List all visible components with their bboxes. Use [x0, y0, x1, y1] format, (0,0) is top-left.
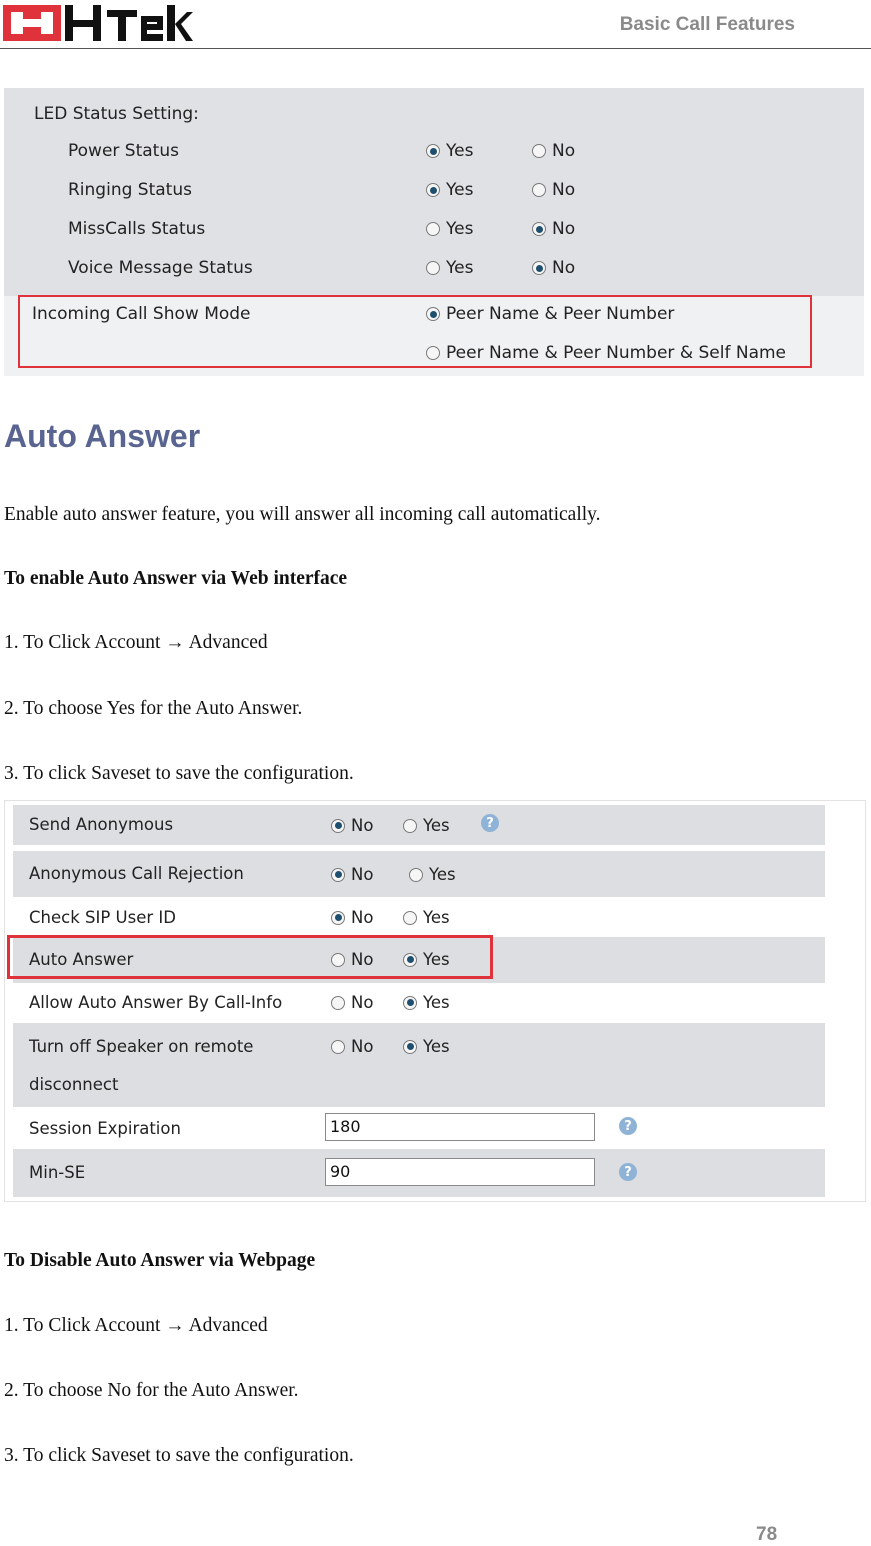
led-status-screenshot — [4, 88, 864, 376]
radio-icon[interactable] — [426, 183, 440, 197]
voice-yes-radio[interactable]: Yes — [426, 258, 473, 278]
led-row-misscalls — [68, 219, 205, 243]
voice-no-radio[interactable]: No — [532, 258, 575, 278]
disable-heading: To Disable Auto Answer via Webpage — [4, 1250, 316, 1271]
radio-icon[interactable] — [403, 819, 417, 833]
power-no-radio[interactable]: No — [532, 141, 575, 161]
htek-logo — [3, 2, 193, 44]
radio-icon[interactable] — [532, 183, 546, 197]
radio-icon[interactable] — [331, 868, 345, 882]
led-row-label: Power Status — [68, 141, 179, 161]
enable-step-1: 1. To Click Account → Advanced — [4, 632, 268, 653]
section-title: Auto Answer — [4, 418, 201, 454]
radio-icon[interactable] — [532, 144, 546, 158]
misscalls-yes-radio[interactable]: Yes — [426, 219, 473, 239]
enable-heading: To enable Auto Answer via Web interface — [4, 568, 348, 589]
row-auto-answer: Auto Answer No Yes — [13, 937, 825, 983]
row-min-se: Min-SE 90 ? — [13, 1149, 825, 1197]
radio-icon[interactable] — [532, 222, 546, 236]
row-allow-auto-answer-call-info: Allow Auto Answer By Call-Info No Yes — [29, 993, 450, 1012]
help-icon[interactable]: ? — [619, 1163, 637, 1181]
radio-icon[interactable] — [403, 996, 417, 1010]
help-icon[interactable]: ? — [481, 814, 499, 832]
header-title: Basic Call Features — [619, 14, 795, 35]
account-advanced-screenshot — [4, 800, 866, 1202]
radio-icon[interactable] — [426, 261, 440, 275]
disable-step-3: 3. To click Saveset to save the configuration. — [4, 1445, 354, 1466]
send-anonymous-yes-radio[interactable]: Yes — [403, 816, 450, 835]
radio-icon[interactable] — [331, 819, 345, 833]
radio-icon[interactable] — [426, 346, 440, 360]
allow-auto-answer-yes-radio[interactable]: Yes — [403, 993, 450, 1012]
disable-step-2: 2. To choose No for the Auto Answer. — [4, 1380, 299, 1401]
incoming-call-show-mode-label: Incoming Call Show Mode — [32, 304, 251, 324]
session-expiration-input[interactable]: 180 — [325, 1113, 595, 1141]
page-number: 78 — [756, 1524, 778, 1545]
misscalls-no-radio[interactable]: No — [532, 219, 575, 239]
led-row-label: Voice Message Status — [68, 258, 253, 278]
check-sip-no-radio[interactable]: No — [331, 908, 373, 927]
check-sip-yes-radio[interactable]: Yes — [403, 908, 450, 927]
radio-icon[interactable] — [426, 222, 440, 236]
radio-icon[interactable] — [403, 911, 417, 925]
incoming-option2-radio[interactable]: Peer Name & Peer Number & Self Name — [426, 343, 786, 363]
led-row-ringing — [68, 180, 192, 204]
led-row-label: Ringing Status — [68, 180, 192, 200]
radio-icon[interactable] — [532, 261, 546, 275]
auto-answer-highlight-box — [7, 935, 493, 979]
intro-paragraph: Enable auto answer feature, you will answer all incoming call automatically. — [4, 504, 601, 525]
radio-icon[interactable] — [331, 996, 345, 1010]
help-icon[interactable]: ? — [619, 1117, 637, 1135]
auto-answer-yes-radio[interactable]: Yes — [403, 950, 450, 969]
power-yes-radio[interactable]: Yes — [426, 141, 473, 161]
enable-step-3: 3. To click Saveset to save the configuration. — [4, 763, 354, 784]
turn-off-speaker-yes-radio[interactable]: Yes — [403, 1037, 450, 1056]
auto-answer-no-radio[interactable]: No — [331, 950, 373, 969]
led-row-voice-message — [68, 258, 253, 282]
radio-icon[interactable] — [403, 1040, 417, 1054]
radio-icon[interactable] — [409, 868, 423, 882]
radio-icon[interactable] — [426, 307, 440, 321]
row-check-sip-user-id: Check SIP User ID No Yes — [29, 908, 450, 927]
radio-icon[interactable] — [426, 144, 440, 158]
anonymous-rejection-yes-radio[interactable]: Yes — [409, 865, 456, 884]
led-row-label: MissCalls Status — [68, 219, 206, 239]
row-send-anonymous: Send Anonymous No Yes ? — [13, 805, 825, 845]
ringing-yes-radio[interactable]: Yes — [426, 180, 473, 200]
incoming-option1-radio[interactable]: Peer Name & Peer Number — [426, 304, 674, 324]
row-turn-off-speaker: Turn off Speaker on remote disconnect No Yes — [13, 1023, 825, 1107]
led-status-heading: LED Status Setting: — [34, 104, 199, 124]
send-anonymous-no-radio[interactable]: No — [331, 816, 373, 835]
radio-icon[interactable] — [331, 911, 345, 925]
page-header — [0, 0, 871, 49]
enable-step-2: 2. To choose Yes for the Auto Answer. — [4, 698, 303, 719]
row-session-expiration: Session Expiration 180 ? — [13, 1107, 825, 1149]
ringing-no-radio[interactable]: No — [532, 180, 575, 200]
radio-icon[interactable] — [331, 1040, 345, 1054]
allow-auto-answer-no-radio[interactable]: No — [331, 993, 373, 1012]
anonymous-rejection-no-radio[interactable]: No — [331, 865, 373, 884]
min-se-input[interactable]: 90 — [325, 1158, 595, 1186]
disable-step-1: 1. To Click Account → Advanced — [4, 1315, 268, 1336]
row-anonymous-call-rejection: Anonymous Call Rejection No Yes — [13, 851, 825, 897]
led-row-power — [68, 141, 179, 165]
turn-off-speaker-no-radio[interactable]: No — [331, 1037, 373, 1056]
